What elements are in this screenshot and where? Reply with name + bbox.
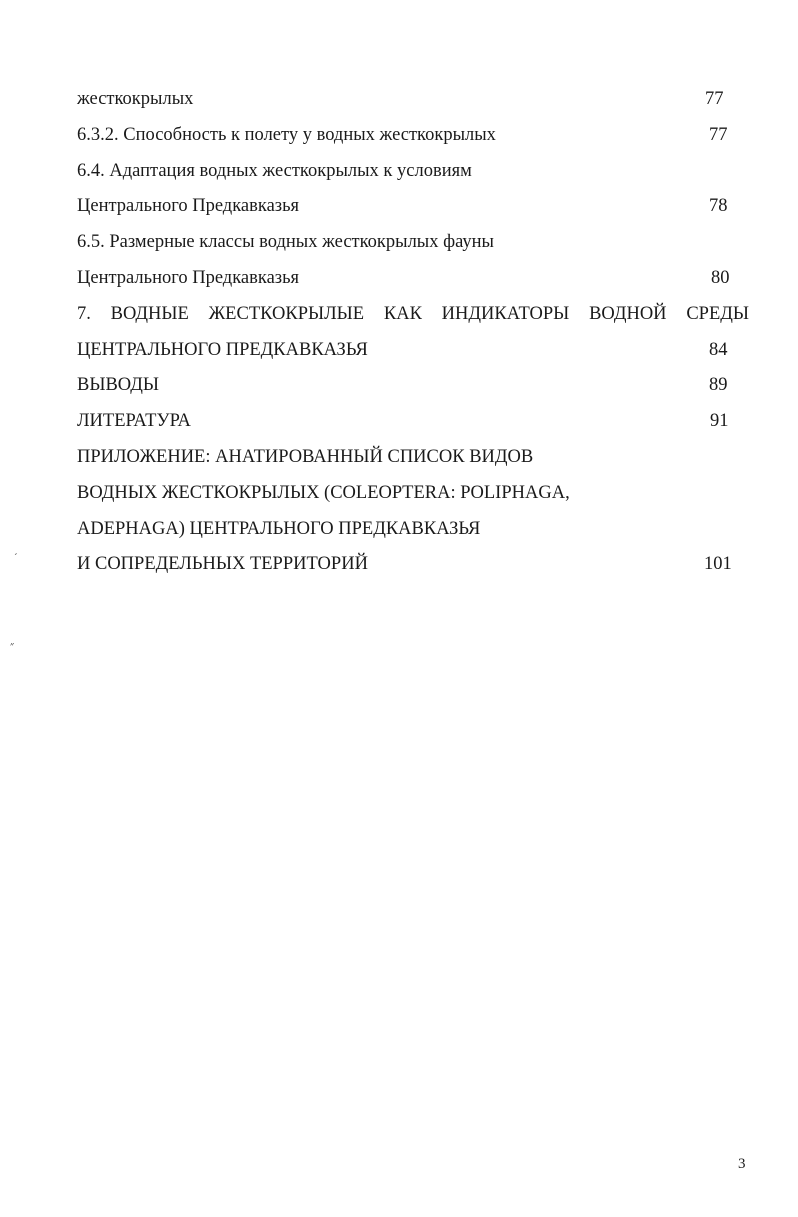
toc-entry-title: 6.3.2. Способность к полету у водных жесткокрылых	[77, 124, 496, 145]
toc-entry-title: ЛИТЕРАТУРА	[77, 411, 191, 432]
toc-entry	[77, 478, 749, 514]
toc-entry-page: 101	[704, 554, 732, 575]
toc-entry-title: Центрального Предкавказья	[77, 196, 300, 217]
toc-entry-title: И СОПРЕДЕЛЬНЫХ ТЕРРИТОРИЙ	[77, 554, 368, 575]
page-number: 3	[738, 1156, 746, 1172]
toc-entry-page: 84	[709, 339, 728, 360]
toc-entry	[77, 84, 749, 120]
toc-entry	[77, 549, 749, 585]
toc-entry-title: ПРИЛОЖЕНИЕ: АНАТИРОВАННЫЙ СПИСОК ВИДОВ	[77, 446, 534, 467]
scan-speck: ˊ	[14, 552, 18, 564]
toc-entry-page: 91	[710, 411, 729, 432]
toc-entry	[77, 335, 749, 371]
toc-entry	[77, 191, 749, 227]
toc-entry-page: 77	[705, 89, 724, 109]
toc-entry-page: 80	[711, 267, 730, 288]
toc-entry-title: ВОДНЫХ ЖЕСТКОКРЫЛЫХ (COLEOPTERA: POLIPHAGA,	[77, 482, 570, 503]
toc-entry-title: 7. ВОДНЫЕ ЖЕСТКОКРЫЛЫЕ КАК ИНДИКАТОРЫ ВОДНОЙ СРЕДЫ	[77, 303, 749, 324]
toc-entry-page: 77	[709, 124, 728, 145]
toc-entry	[77, 227, 749, 263]
toc-entry-title: 6.5. Размерные классы водных жесткокрылых фауны	[77, 232, 494, 253]
toc-entry-title: ВЫВОДЫ	[77, 375, 160, 396]
toc-entry	[77, 406, 749, 442]
toc-entry	[77, 263, 749, 299]
toc-entry-title: Центрального Предкавказья	[77, 267, 300, 288]
toc-entry-page: 89	[709, 375, 728, 396]
toc-entry	[77, 120, 749, 156]
toc-entry	[77, 442, 749, 478]
toc-entry-title: ADEPHAGA) ЦЕНТРАЛЬНОГО ПРЕДКАВКАЗЬЯ	[77, 518, 481, 539]
toc-entry-title: жесткокрылых	[77, 89, 194, 109]
toc-entry	[77, 370, 749, 406]
toc-entry-title: 6.4. Адаптация водных жесткокрылых к условиям	[77, 160, 472, 181]
table-of-contents	[77, 84, 749, 585]
toc-entry	[77, 299, 749, 335]
toc-entry-title: ЦЕНТРАЛЬНОГО ПРЕДКАВКАЗЬЯ	[77, 339, 368, 360]
toc-entry-page: 78	[709, 196, 728, 217]
scan-speck: ״	[10, 640, 15, 652]
toc-entry	[77, 514, 749, 550]
toc-entry	[77, 156, 749, 192]
